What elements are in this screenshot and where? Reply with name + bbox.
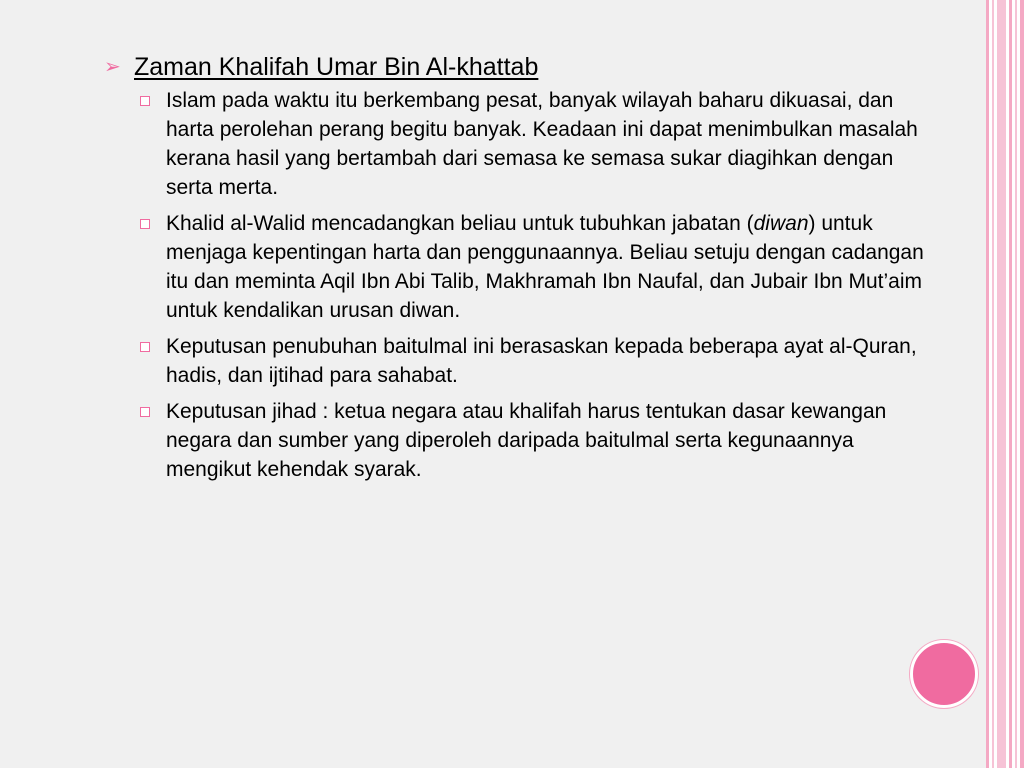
bullet-text-part: ) untuk menjaga kepentingan harta dan penggunaannya. Beliau setuju dengan cadangan itu dan meminta Aqil Ibn Abi Talib, Makhramah Ibn Naufal, dan Jubair Ibn Mut’aim untuk kendalikan urusan diwan. <box>166 212 924 322</box>
stripe <box>1020 0 1024 768</box>
decorative-circle <box>910 640 978 708</box>
stripe <box>997 0 1006 768</box>
bullet-list <box>104 86 934 484</box>
stripe <box>1015 0 1017 768</box>
square-bullet-icon <box>140 209 166 229</box>
square-bullet-icon <box>140 397 166 417</box>
bullet-text: Islam pada waktu itu berkembang pesat, banyak wilayah baharu dikuasai, dan harta perolehan perang begitu banyak. Keadaan ini dapat menimbulkan masalah kerana hasil yang bertambah dari semasa ke semasa sukar diagihkan dengan serta merta. <box>166 89 918 199</box>
stripe <box>986 0 989 768</box>
bullet-text: Keputusan penubuhan baitulmal ini berasaskan kepada beberapa ayat al-Quran, hadis, dan ijtihad para sahabat. <box>166 335 917 387</box>
list-item <box>140 86 934 202</box>
square-bullet-icon <box>140 332 166 352</box>
italic-term: diwan <box>753 212 809 235</box>
slide-heading: Zaman Khalifah Umar Bin Al-khattab <box>134 53 539 81</box>
stripe <box>992 0 994 768</box>
stripe <box>1009 0 1012 768</box>
bullet-text <box>166 209 934 325</box>
arrow-bullet-icon: ➢ <box>104 56 121 78</box>
bullet-text: Keputusan jihad : ketua negara atau khalifah harus tentukan dasar kewangan negara dan sumber yang diperoleh daripada baitulmal serta kegunaannya mengikut kehendak syarak. <box>166 400 887 481</box>
bullet-text-part: Khalid al-Walid mencadangkan beliau untuk tubuhkan jabatan ( <box>166 212 754 235</box>
square-bullet-icon <box>140 86 166 106</box>
list-item <box>140 209 934 325</box>
decorative-stripes <box>986 0 1024 768</box>
main-bullet <box>104 50 934 84</box>
list-item <box>140 397 934 484</box>
list-item <box>140 332 934 390</box>
slide-content <box>104 50 934 491</box>
